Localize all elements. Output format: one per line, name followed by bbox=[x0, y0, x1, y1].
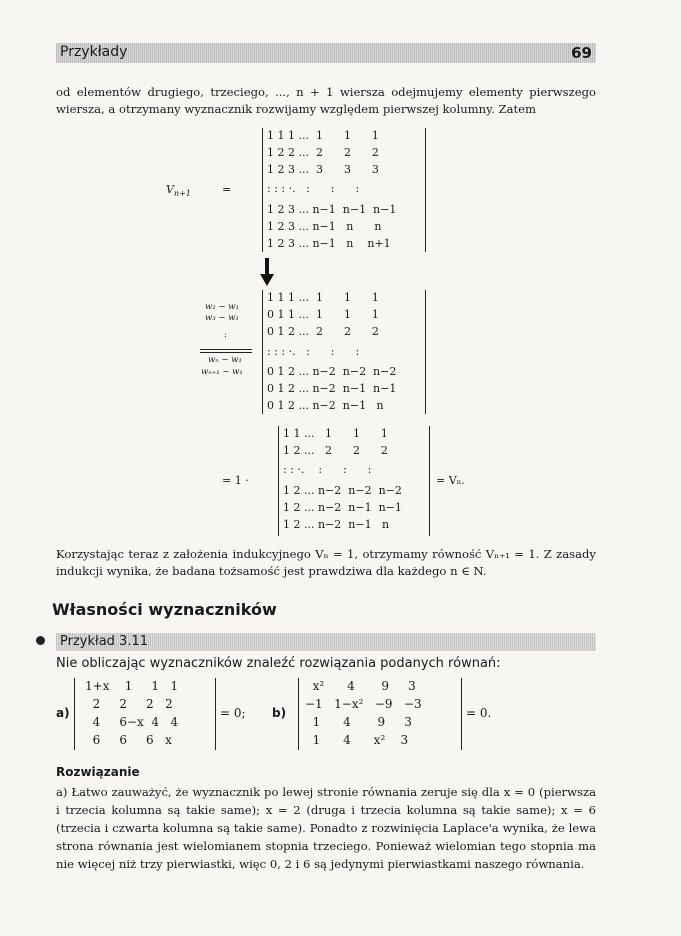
det1-label: $V_{n+1}$ bbox=[166, 183, 191, 199]
eq-a-row: 4 6−x 4 4 bbox=[85, 715, 179, 729]
det1-row: 1 1 1 ... 1 1 1 bbox=[267, 129, 379, 142]
bullet-icon bbox=[36, 636, 45, 645]
eq-b-matrix bbox=[298, 678, 462, 750]
divider-line bbox=[200, 349, 252, 350]
det3-row: 1 2 ... n−2 n−1 n−1 bbox=[283, 501, 402, 514]
det2-row: 0 1 1 ... 1 1 1 bbox=[267, 308, 379, 321]
det3-suffix: = Vₙ. bbox=[436, 474, 465, 487]
section-title: Własności wyznaczników bbox=[52, 600, 277, 619]
det3-row: 1 2 ... n−2 n−1 n bbox=[283, 518, 390, 531]
page-header bbox=[56, 43, 596, 63]
eq-b-row: 1 4 x² 3 bbox=[305, 733, 409, 747]
det1-matrix bbox=[262, 128, 426, 252]
divider-line bbox=[200, 352, 252, 353]
eq-b-row: −1 1−x² −9 −3 bbox=[305, 697, 422, 711]
det1-row: 1 2 2 ... 2 2 2 bbox=[267, 146, 379, 159]
eq-b-row: 1 4 9 3 bbox=[305, 715, 412, 729]
down-arrow-icon bbox=[260, 258, 274, 286]
eq-a-matrix bbox=[74, 678, 216, 750]
det3-row: 1 2 ... n−2 n−2 n−2 bbox=[283, 484, 402, 497]
op-label: wₙ₊₁ − w₁ bbox=[201, 367, 243, 377]
det1-row: : : : ·. : : : bbox=[267, 182, 360, 195]
det3-prefix: = 1 · bbox=[222, 474, 249, 487]
det2-row: 1 1 1 ... 1 1 1 bbox=[267, 291, 379, 304]
det1-row: 1 2 3 ... n−1 n n bbox=[267, 220, 382, 233]
det3-row: 1 1 ... 1 1 1 bbox=[283, 427, 388, 440]
example-task: Nie obliczając wyznaczników znaleźć rozwiązania podanych równań: bbox=[56, 656, 501, 671]
example-header bbox=[56, 633, 596, 651]
det2-row: 0 1 2 ... n−2 n−2 n−2 bbox=[267, 365, 397, 378]
example-title: Przykład 3.11 bbox=[60, 634, 148, 649]
op-label: w₃ − w₁ bbox=[205, 313, 239, 323]
page-number: 69 bbox=[571, 44, 592, 62]
eq-b-label: b) bbox=[272, 706, 287, 720]
op-label: : bbox=[224, 330, 227, 340]
eq-b-suffix: = 0. bbox=[466, 706, 492, 720]
op-label: w₂ − w₁ bbox=[205, 302, 239, 312]
eq-a-row: 6 6 6 x bbox=[85, 733, 172, 747]
det1-row: 1 2 3 ... n−1 n n+1 bbox=[267, 237, 391, 250]
op-label: wₙ − w₁ bbox=[208, 355, 242, 365]
det2-row: 0 1 2 ... n−2 n−1 n bbox=[267, 399, 384, 412]
solution-title: Rozwiązanie bbox=[56, 765, 140, 779]
intro-paragraph: od elementów drugiego, trzeciego, ..., n + 1 wiersza odejmujemy elementy pierwszego wiersza, a otrzymany wyznacznik rozwijamy względem pierwszej kolumny. Zatem bbox=[56, 85, 596, 116]
eq-a-row: 1+x 1 1 1 bbox=[85, 679, 179, 693]
det1-row: 1 2 3 ... 3 3 3 bbox=[267, 163, 379, 176]
eq-a-row: 2 2 2 2 bbox=[85, 697, 173, 711]
det2-row: 0 1 2 ... n−2 n−1 n−1 bbox=[267, 382, 397, 395]
det2-matrix bbox=[262, 290, 426, 414]
solution-text: a) Łatwo zauważyć, że wyznacznik po lewej stronie równania zeruje się dla x = 0 (pierwsza i trzecia kolumna są takie same); x = 2 (druga i trzecia kolumna są takie same); x = 6 (trzecia i czwarta kolumna są takie same). Ponadto z rozwinięcia Laplace'a wynika, że lewa strona równania jest wielomianem stopnia trzeciego. Ponieważ wielomian tego stopnia ma nie więcej niż trzy pierwiastki, więc 0, 2 i 6 są jedynymi pierwiastkami naszego równania. bbox=[56, 785, 596, 871]
conclusion-paragraph: Korzystając teraz z założenia indukcyjnego Vₙ = 1, otrzymamy równość Vₙ₊₁ = 1. Z zasady indukcji wynika, że badana tożsamość jest prawdziwa dla każdego n ∈ N. bbox=[56, 547, 596, 578]
det2-row: 0 1 2 ... 2 2 2 bbox=[267, 325, 379, 338]
eq-a-suffix: = 0; bbox=[220, 706, 246, 720]
det1-row: 1 2 3 ... n−1 n−1 n−1 bbox=[267, 203, 397, 216]
det3-row: : : ·. : : : bbox=[283, 463, 372, 476]
det1-equals: = bbox=[222, 183, 232, 196]
header-title: Przykłady bbox=[60, 44, 128, 60]
det2-row: : : : ·. : : : bbox=[267, 345, 360, 358]
det3-row: 1 2 ... 2 2 2 bbox=[283, 444, 388, 457]
eq-b-row: x² 4 9 3 bbox=[305, 679, 416, 693]
det3-matrix bbox=[278, 426, 430, 536]
eq-a-label: a) bbox=[56, 706, 70, 720]
